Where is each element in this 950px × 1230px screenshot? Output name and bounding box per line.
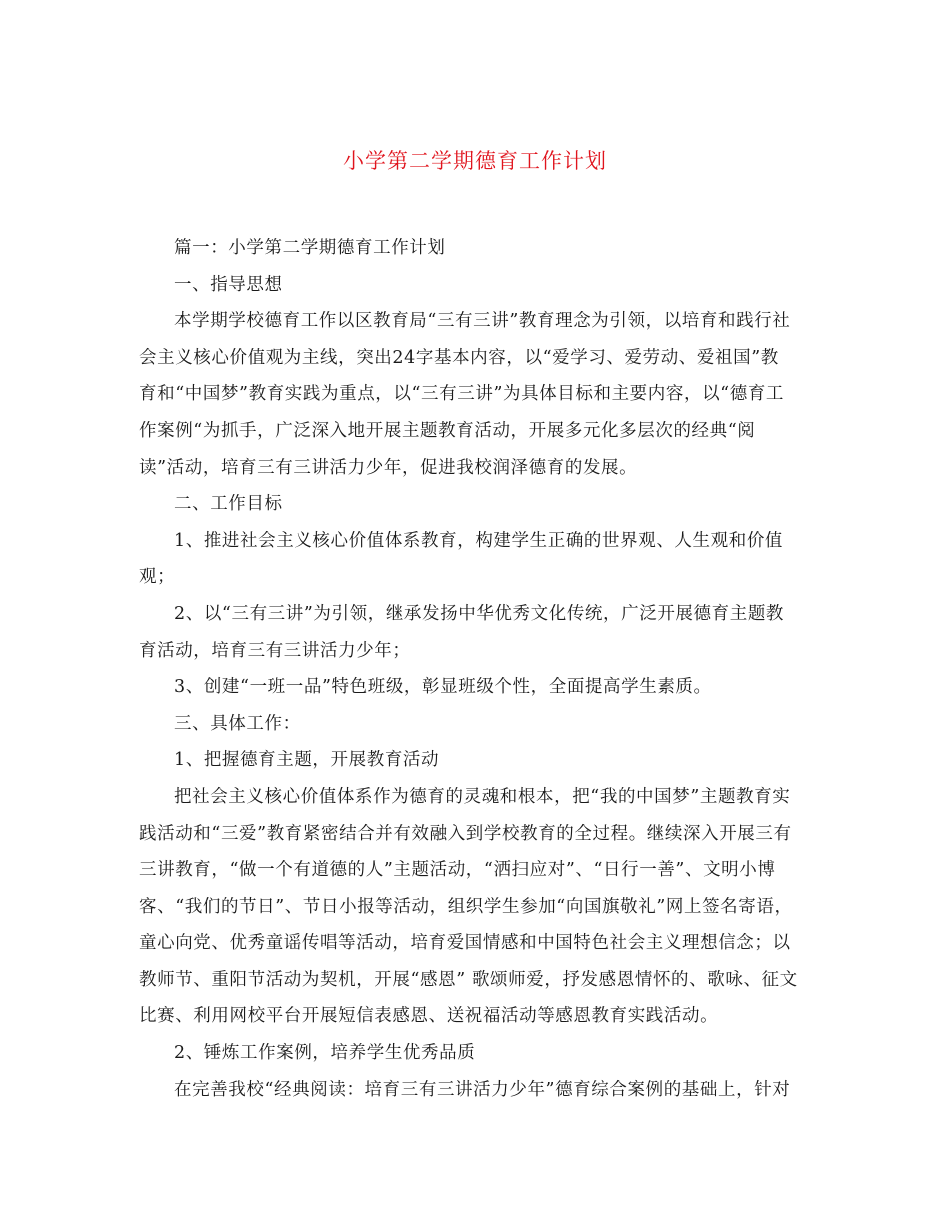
text-line: 比赛、利用网校平台开展短信表感恩、送祝福活动等感恩教育实践活动。: [139, 1006, 719, 1027]
text-line: 本学期学校德育工作以区教育局“三有三讲”教育理念为引领，以培育和践行社: [174, 311, 791, 332]
text-line: 客、“我们的节日”、节日小报等活动，组织学生参加“向国旗敬礼”网上签名寄语，: [139, 896, 793, 917]
text-line: 三讲教育，“做一个有道德的人”主题活动，“洒扫应对”、“日行一善”、文明小博: [139, 860, 776, 881]
document-body: [139, 230, 815, 1108]
text-line: 二、工作目标: [174, 494, 283, 515]
text-line: 1、推进社会主义核心价值体系教育，构建学生正确的世界观、人生观和价值: [174, 530, 784, 551]
text-line: 践活动和“三爱”教育紧密结合并有效融入到学校教育的全过程。继续深入开展三有: [139, 823, 792, 844]
text-line: 1、把握德育主题，开展教育活动: [174, 750, 440, 771]
text-line: 把社会主义核心价值体系作为德育的灵魂和根本，把“我的中国梦”主题教育实: [174, 786, 791, 807]
text-line: 童心向党、优秀童谣传唱等活动，培育爱国情感和中国特色社会主义理想信念；以: [139, 933, 791, 954]
text-line: 作案例“为抓手，广泛深入地开展主题教育活动，开展多元化多层次的经典“阅: [139, 420, 756, 441]
text-line: 观；: [139, 567, 176, 588]
document-title: 小学第二学期德育工作计划: [343, 149, 607, 173]
text-line: 篇一：小学第二学期德育工作计划: [174, 238, 446, 258]
text-line: 2、以“三有三讲”为引领，继承发扬中华优秀文化传统，广泛开展德育主题教: [174, 603, 785, 624]
text-line: 会主义核心价值观为主线，突出24字基本内容，以“爱学习、爱劳动、爱祖国”教: [139, 347, 779, 368]
text-line: 一、指导思想: [174, 274, 283, 295]
text-line: 三、具体工作：: [174, 713, 301, 734]
text-line: 育和“中国梦”教育实践为重点，以“三有三讲”为具体目标和主要内容，以“德育工: [139, 384, 785, 405]
text-line: 2、锤炼工作案例，培养学生优秀品质: [174, 1043, 476, 1064]
text-line: 读”活动，培育三有三讲活力少年，促进我校润泽德育的发展。: [139, 457, 638, 478]
text-line: 育活动，培育三有三讲活力少年；: [139, 640, 411, 661]
text-line: 3、创建“一班一品”特色班级，彰显班级个性，全面提高学生素质。: [174, 677, 712, 698]
text-line: 在完善我校“经典阅读：培育三有三讲活力少年”德育综合案例的基础上，针对: [174, 1079, 791, 1100]
text-line: 教师节、重阳节活动为契机，开展“感恩” 歌颂师爱，抒发感恩情怀的、歌咏、征文: [139, 969, 798, 990]
